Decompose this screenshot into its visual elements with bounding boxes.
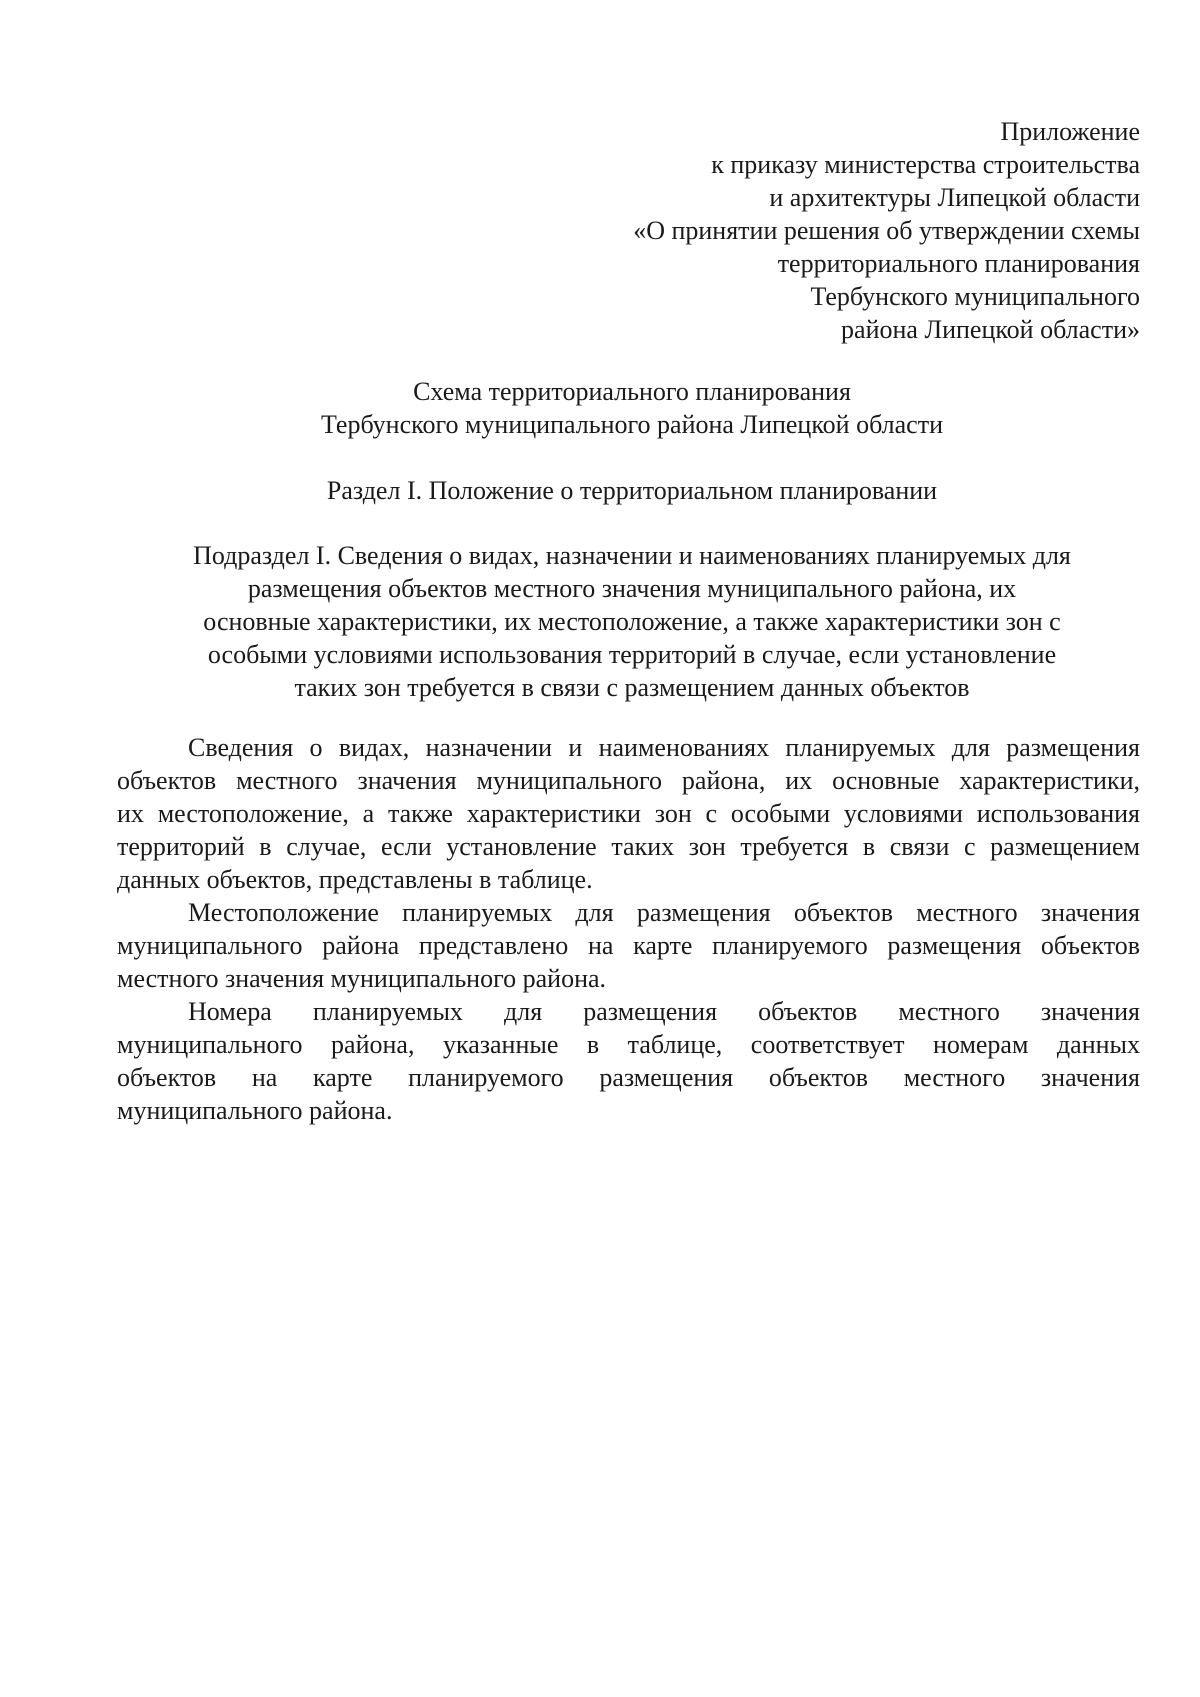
appendix-line: к приказу министерства строительства: [711, 150, 1140, 179]
paragraph-line: объектов местного значения муниципального района, их основные характеристики,: [117, 766, 1140, 795]
subsection-line: основные характеристики, их местоположение, а также характеристики зон с: [203, 607, 1061, 636]
paragraph-line: муниципального района, указанные в таблице, соответствует номерам данных: [117, 1030, 1140, 1059]
appendix-line: «О принятии решения об утверждении схемы: [633, 216, 1140, 245]
subsection-line: Подраздел I. Сведения о видах, назначении и наименованиях планируемых для: [193, 541, 1071, 570]
paragraph-line: местного значения муниципального района.: [117, 964, 607, 993]
appendix-line: района Липецкой области»: [841, 315, 1140, 344]
appendix-header: [440, 115, 1140, 346]
paragraph-line: Местоположение планируемых для размещения объектов местного значения: [188, 898, 1140, 927]
subsection-title: [0, 539, 1200, 704]
paragraph-line: территорий в случае, если установление таких зон требуется в связи с размещением: [117, 832, 1140, 861]
subsection-line: особыми условиями использования территорий в случае, если установление: [207, 640, 1057, 669]
appendix-line: территориального планирования: [777, 249, 1140, 278]
document-title: [0, 375, 1200, 441]
section-title: Раздел I. Положение о территориальном планировании: [326, 476, 938, 505]
title-line: Схема территориального планирования: [413, 377, 851, 406]
paragraph-2: [117, 896, 1140, 995]
appendix-line: Тербунского муниципального: [810, 282, 1140, 311]
paragraph-line: муниципального района представлено на карте планируемого размещения объектов: [117, 931, 1140, 960]
body-text: [117, 731, 1140, 1127]
paragraph-line: Номера планируемых для размещения объектов местного значения: [188, 997, 1140, 1026]
paragraph-line: муниципального района.: [117, 1096, 393, 1125]
paragraph-line: их местоположение, а также характеристики зон с особыми условиями использования: [117, 799, 1140, 828]
paragraph-line: объектов на карте планируемого размещения объектов местного значения: [117, 1063, 1140, 1092]
title-line: Тербунского муниципального района Липецкой области: [321, 410, 943, 439]
paragraph-line: данных объектов, представлены в таблице.: [117, 865, 593, 894]
appendix-line: Приложение: [1000, 117, 1140, 146]
appendix-line: и архитектуры Липецкой области: [769, 183, 1140, 212]
paragraph-1: [117, 731, 1140, 896]
paragraph-3: [117, 995, 1140, 1127]
subsection-line: размещения объектов местного значения муниципального района, их: [247, 574, 1017, 603]
subsection-line: таких зон требуется в связи с размещением данных объектов: [294, 673, 970, 702]
paragraph-line: Сведения о видах, назначении и наименованиях планируемых для размещения: [188, 733, 1140, 762]
